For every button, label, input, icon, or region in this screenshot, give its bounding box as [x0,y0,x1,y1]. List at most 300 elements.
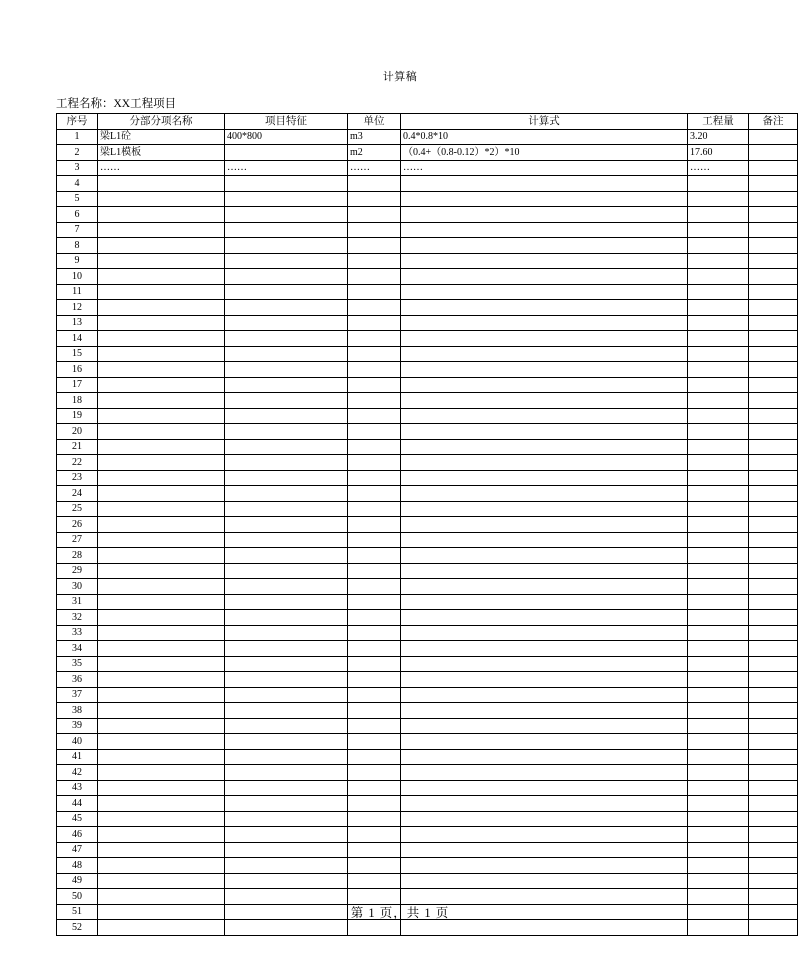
cell-feature[interactable] [225,439,348,455]
cell-note[interactable] [749,129,798,145]
cell-feature[interactable] [225,393,348,409]
cell-no[interactable]: 52 [57,920,98,936]
cell-note[interactable] [749,811,798,827]
cell-name[interactable] [98,780,225,796]
cell-quantity[interactable]: 3.20 [688,129,749,145]
cell-unit[interactable] [348,470,401,486]
table-row[interactable] [57,718,798,734]
cell-no[interactable]: 14 [57,331,98,347]
cell-feature[interactable]: 400*800 [225,129,348,145]
cell-name[interactable] [98,811,225,827]
cell-quantity[interactable] [688,873,749,889]
cell-feature[interactable] [225,563,348,579]
cell-note[interactable] [749,331,798,347]
cell-note[interactable] [749,315,798,331]
cell-no[interactable]: 4 [57,176,98,192]
cell-formula[interactable] [401,238,688,254]
cell-feature[interactable] [225,207,348,223]
cell-note[interactable] [749,579,798,595]
cell-name[interactable] [98,346,225,362]
cell-no[interactable]: 37 [57,687,98,703]
cell-formula[interactable] [401,889,688,905]
cell-unit[interactable] [348,269,401,285]
cell-note[interactable] [749,501,798,517]
cell-unit[interactable] [348,579,401,595]
cell-note[interactable] [749,362,798,378]
cell-formula[interactable] [401,269,688,285]
table-row[interactable] [57,811,798,827]
cell-formula[interactable]: 0.4*0.8*10 [401,129,688,145]
cell-no[interactable]: 1 [57,129,98,145]
cell-no[interactable]: 44 [57,796,98,812]
cell-feature[interactable] [225,594,348,610]
table-row[interactable] [57,486,798,502]
cell-note[interactable] [749,408,798,424]
cell-quantity[interactable] [688,610,749,626]
cell-formula[interactable] [401,594,688,610]
cell-feature[interactable] [225,470,348,486]
cell-note[interactable] [749,827,798,843]
cell-name[interactable] [98,625,225,641]
table-row[interactable] [57,548,798,564]
cell-formula[interactable] [401,920,688,936]
cell-quantity[interactable] [688,548,749,564]
cell-name[interactable] [98,269,225,285]
table-row[interactable] [57,129,798,145]
cell-note[interactable] [749,563,798,579]
cell-quantity[interactable] [688,672,749,688]
cell-unit[interactable] [348,672,401,688]
cell-formula[interactable] [401,765,688,781]
cell-quantity[interactable]: …… [688,160,749,176]
cell-formula[interactable] [401,439,688,455]
cell-note[interactable] [749,207,798,223]
cell-no[interactable]: 30 [57,579,98,595]
table-row[interactable] [57,331,798,347]
cell-note[interactable] [749,641,798,657]
cell-note[interactable] [749,687,798,703]
cell-feature[interactable] [225,222,348,238]
table-row[interactable] [57,393,798,409]
cell-unit[interactable] [348,238,401,254]
cell-no[interactable]: 47 [57,842,98,858]
cell-no[interactable]: 12 [57,300,98,316]
cell-unit[interactable] [348,377,401,393]
cell-unit[interactable]: m2 [348,145,401,161]
table-row[interactable] [57,656,798,672]
cell-unit[interactable] [348,315,401,331]
cell-formula[interactable] [401,424,688,440]
cell-formula[interactable] [401,579,688,595]
cell-no[interactable]: 51 [57,904,98,920]
cell-formula[interactable] [401,641,688,657]
cell-quantity[interactable] [688,656,749,672]
table-row[interactable] [57,455,798,471]
cell-unit[interactable] [348,501,401,517]
cell-unit[interactable] [348,687,401,703]
cell-formula[interactable] [401,191,688,207]
cell-note[interactable] [749,176,798,192]
cell-name[interactable] [98,920,225,936]
cell-quantity[interactable] [688,408,749,424]
cell-note[interactable] [749,377,798,393]
cell-no[interactable]: 15 [57,346,98,362]
table-row[interactable] [57,641,798,657]
cell-no[interactable]: 36 [57,672,98,688]
cell-feature[interactable] [225,672,348,688]
cell-no[interactable]: 26 [57,517,98,533]
cell-unit[interactable] [348,703,401,719]
table-row[interactable] [57,563,798,579]
cell-note[interactable] [749,517,798,533]
cell-quantity[interactable] [688,889,749,905]
cell-no[interactable]: 40 [57,734,98,750]
cell-name[interactable] [98,284,225,300]
cell-note[interactable] [749,470,798,486]
cell-feature[interactable] [225,331,348,347]
cell-feature[interactable] [225,486,348,502]
cell-unit[interactable]: …… [348,160,401,176]
cell-name[interactable] [98,486,225,502]
cell-note[interactable] [749,393,798,409]
cell-note[interactable] [749,718,798,734]
cell-no[interactable]: 34 [57,641,98,657]
cell-feature[interactable] [225,269,348,285]
cell-formula[interactable] [401,408,688,424]
cell-feature[interactable] [225,517,348,533]
cell-no[interactable]: 5 [57,191,98,207]
cell-note[interactable] [749,222,798,238]
cell-name[interactable] [98,579,225,595]
cell-no[interactable]: 23 [57,470,98,486]
cell-unit[interactable] [348,393,401,409]
cell-note[interactable] [749,160,798,176]
cell-quantity[interactable]: 17.60 [688,145,749,161]
cell-name[interactable] [98,455,225,471]
table-row[interactable] [57,796,798,812]
cell-quantity[interactable] [688,765,749,781]
cell-unit[interactable] [348,439,401,455]
cell-name[interactable]: …… [98,160,225,176]
cell-note[interactable] [749,238,798,254]
cell-unit[interactable] [348,346,401,362]
cell-formula[interactable] [401,176,688,192]
cell-name[interactable] [98,548,225,564]
cell-quantity[interactable] [688,315,749,331]
cell-note[interactable] [749,765,798,781]
cell-formula[interactable] [401,517,688,533]
table-row[interactable] [57,362,798,378]
cell-name[interactable] [98,827,225,843]
table-row[interactable] [57,703,798,719]
cell-no[interactable]: 38 [57,703,98,719]
cell-unit[interactable] [348,641,401,657]
cell-name[interactable] [98,532,225,548]
cell-note[interactable] [749,284,798,300]
table-row[interactable] [57,827,798,843]
cell-formula[interactable] [401,207,688,223]
cell-note[interactable] [749,749,798,765]
cell-note[interactable] [749,625,798,641]
cell-formula[interactable] [401,780,688,796]
cell-formula[interactable] [401,703,688,719]
cell-feature[interactable] [225,315,348,331]
cell-quantity[interactable] [688,718,749,734]
cell-formula[interactable] [401,253,688,269]
cell-formula[interactable] [401,656,688,672]
cell-quantity[interactable] [688,207,749,223]
cell-quantity[interactable] [688,300,749,316]
table-row[interactable] [57,346,798,362]
table-row[interactable] [57,687,798,703]
cell-name[interactable] [98,331,225,347]
cell-no[interactable]: 42 [57,765,98,781]
cell-feature[interactable] [225,827,348,843]
cell-unit[interactable] [348,796,401,812]
cell-unit[interactable] [348,331,401,347]
cell-feature[interactable] [225,253,348,269]
table-row[interactable] [57,501,798,517]
cell-quantity[interactable] [688,734,749,750]
cell-no[interactable]: 27 [57,532,98,548]
cell-note[interactable] [749,253,798,269]
table-row[interactable] [57,780,798,796]
cell-unit[interactable] [348,625,401,641]
cell-quantity[interactable] [688,424,749,440]
cell-no[interactable]: 46 [57,827,98,843]
cell-unit[interactable] [348,222,401,238]
cell-feature[interactable] [225,641,348,657]
cell-name[interactable] [98,796,225,812]
cell-name[interactable] [98,207,225,223]
table-row[interactable] [57,315,798,331]
cell-unit[interactable] [348,300,401,316]
cell-feature[interactable] [225,920,348,936]
cell-feature[interactable] [225,625,348,641]
cell-quantity[interactable] [688,501,749,517]
cell-quantity[interactable] [688,439,749,455]
cell-formula[interactable] [401,362,688,378]
table-row[interactable] [57,377,798,393]
cell-no[interactable]: 24 [57,486,98,502]
cell-feature[interactable] [225,501,348,517]
cell-formula[interactable] [401,734,688,750]
cell-quantity[interactable] [688,470,749,486]
cell-no[interactable]: 22 [57,455,98,471]
cell-name[interactable] [98,517,225,533]
table-row[interactable] [57,873,798,889]
cell-unit[interactable] [348,284,401,300]
cell-name[interactable] [98,749,225,765]
cell-note[interactable] [749,656,798,672]
cell-feature[interactable] [225,749,348,765]
cell-no[interactable]: 28 [57,548,98,564]
cell-feature[interactable] [225,703,348,719]
table-row[interactable] [57,439,798,455]
cell-no[interactable]: 16 [57,362,98,378]
cell-quantity[interactable] [688,517,749,533]
table-row[interactable] [57,408,798,424]
cell-feature[interactable] [225,300,348,316]
cell-note[interactable] [749,672,798,688]
cell-name[interactable] [98,687,225,703]
table-row[interactable] [57,176,798,192]
cell-feature[interactable] [225,687,348,703]
cell-name[interactable] [98,424,225,440]
cell-note[interactable] [749,424,798,440]
cell-note[interactable] [749,269,798,285]
cell-name[interactable] [98,734,225,750]
cell-note[interactable] [749,796,798,812]
cell-formula[interactable]: （0.4+（0.8-0.12）*2）*10 [401,145,688,161]
cell-note[interactable] [749,873,798,889]
cell-quantity[interactable] [688,455,749,471]
cell-no[interactable]: 31 [57,594,98,610]
table-row[interactable] [57,517,798,533]
cell-formula[interactable] [401,548,688,564]
cell-quantity[interactable] [688,780,749,796]
cell-name[interactable]: 梁L1模板 [98,145,225,161]
cell-quantity[interactable] [688,253,749,269]
cell-note[interactable] [749,486,798,502]
cell-no[interactable]: 6 [57,207,98,223]
cell-no[interactable]: 17 [57,377,98,393]
cell-feature[interactable] [225,191,348,207]
cell-no[interactable]: 11 [57,284,98,300]
table-row[interactable] [57,579,798,595]
cell-quantity[interactable] [688,563,749,579]
cell-feature[interactable] [225,176,348,192]
cell-quantity[interactable] [688,284,749,300]
cell-unit[interactable] [348,889,401,905]
cell-name[interactable] [98,362,225,378]
table-row[interactable] [57,842,798,858]
cell-name[interactable] [98,873,225,889]
cell-name[interactable] [98,672,225,688]
cell-feature[interactable] [225,718,348,734]
cell-formula[interactable] [401,858,688,874]
cell-no[interactable]: 33 [57,625,98,641]
cell-note[interactable] [749,346,798,362]
cell-unit[interactable] [348,780,401,796]
cell-feature[interactable] [225,780,348,796]
cell-note[interactable] [749,858,798,874]
cell-quantity[interactable] [688,842,749,858]
cell-feature[interactable] [225,377,348,393]
cell-unit[interactable] [348,873,401,889]
cell-name[interactable] [98,222,225,238]
table-row[interactable] [57,749,798,765]
cell-no[interactable]: 41 [57,749,98,765]
cell-feature[interactable] [225,548,348,564]
cell-formula[interactable] [401,610,688,626]
table-row[interactable] [57,222,798,238]
cell-formula[interactable] [401,315,688,331]
cell-quantity[interactable] [688,920,749,936]
table-row[interactable] [57,284,798,300]
cell-quantity[interactable] [688,625,749,641]
cell-quantity[interactable] [688,362,749,378]
cell-name[interactable] [98,470,225,486]
cell-formula[interactable] [401,873,688,889]
table-row[interactable] [57,594,798,610]
cell-no[interactable]: 39 [57,718,98,734]
cell-unit[interactable] [348,842,401,858]
cell-name[interactable] [98,656,225,672]
cell-unit[interactable] [348,749,401,765]
cell-feature[interactable] [225,424,348,440]
cell-name[interactable] [98,393,225,409]
cell-unit[interactable] [348,408,401,424]
table-row[interactable] [57,207,798,223]
cell-name[interactable]: 梁L1砼 [98,129,225,145]
cell-unit[interactable] [348,920,401,936]
cell-note[interactable] [749,780,798,796]
cell-name[interactable] [98,191,225,207]
table-row[interactable] [57,610,798,626]
cell-no[interactable]: 50 [57,889,98,905]
cell-no[interactable]: 3 [57,160,98,176]
table-row[interactable] [57,470,798,486]
cell-name[interactable] [98,300,225,316]
cell-no[interactable]: 7 [57,222,98,238]
cell-unit[interactable] [348,656,401,672]
cell-note[interactable] [749,842,798,858]
cell-formula[interactable] [401,563,688,579]
cell-formula[interactable]: …… [401,160,688,176]
cell-name[interactable] [98,594,225,610]
cell-formula[interactable] [401,749,688,765]
cell-feature[interactable]: …… [225,160,348,176]
cell-formula[interactable] [401,501,688,517]
cell-formula[interactable] [401,455,688,471]
cell-name[interactable] [98,842,225,858]
cell-quantity[interactable] [688,222,749,238]
cell-name[interactable] [98,765,225,781]
cell-quantity[interactable] [688,811,749,827]
cell-feature[interactable] [225,455,348,471]
cell-formula[interactable] [401,393,688,409]
cell-note[interactable] [749,455,798,471]
cell-no[interactable]: 13 [57,315,98,331]
cell-note[interactable] [749,610,798,626]
table-row[interactable] [57,238,798,254]
table-row[interactable] [57,858,798,874]
cell-quantity[interactable] [688,579,749,595]
cell-formula[interactable] [401,811,688,827]
cell-no[interactable]: 21 [57,439,98,455]
cell-name[interactable] [98,439,225,455]
table-row[interactable] [57,269,798,285]
cell-name[interactable] [98,610,225,626]
cell-no[interactable]: 18 [57,393,98,409]
cell-feature[interactable] [225,346,348,362]
table-row[interactable] [57,672,798,688]
cell-no[interactable]: 10 [57,269,98,285]
cell-unit[interactable] [348,455,401,471]
cell-feature[interactable] [225,734,348,750]
cell-feature[interactable] [225,408,348,424]
cell-no[interactable]: 9 [57,253,98,269]
cell-quantity[interactable] [688,594,749,610]
table-row[interactable] [57,160,798,176]
cell-no[interactable]: 25 [57,501,98,517]
cell-name[interactable] [98,501,225,517]
cell-formula[interactable] [401,687,688,703]
cell-feature[interactable] [225,889,348,905]
cell-formula[interactable] [401,486,688,502]
cell-note[interactable] [749,300,798,316]
